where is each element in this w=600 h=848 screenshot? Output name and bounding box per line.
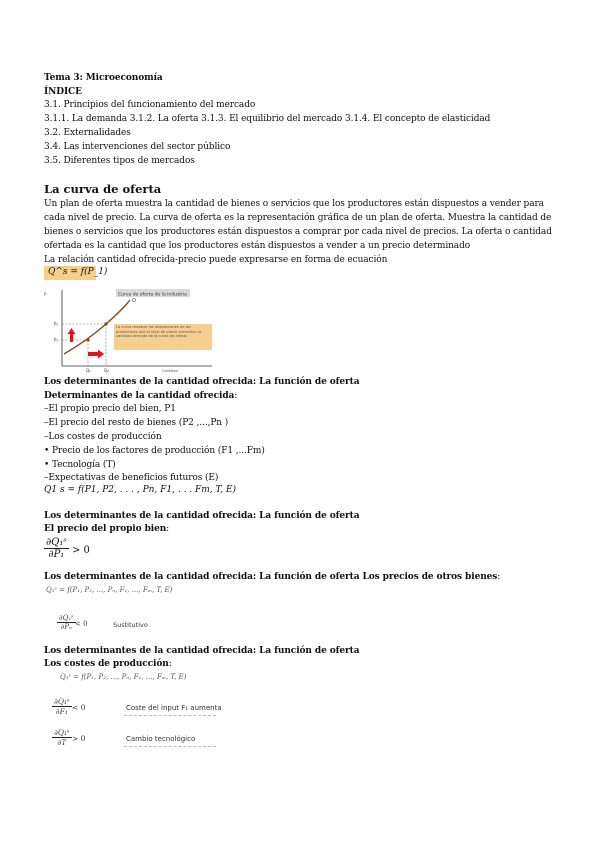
derivative-other-relation: < 0 bbox=[75, 620, 88, 628]
index-item: 3.2. Externalidades bbox=[44, 128, 131, 138]
section-heading-curva: La curva de oferta bbox=[44, 182, 162, 196]
determinantes-heading: Los determinantes de la cantidad ofrecida: La función de oferta bbox=[44, 377, 360, 387]
index-item: 3.4. Las intervenciones del sector público bbox=[44, 142, 231, 152]
supply-curve-graph bbox=[44, 284, 220, 374]
list-item: –El precio del resto de bienes (P2 ,...,Pn ) bbox=[44, 418, 229, 428]
supply-equation: Q^s = f(P_1) bbox=[48, 267, 108, 277]
x-axis-label: Cantidad bbox=[162, 369, 178, 373]
section3-equation: Q₁ˢ = f(P₁, P₂, ..., Pₙ, F₁, ..., Fₘ, T, E) bbox=[46, 586, 173, 594]
p2-label: P₂ bbox=[54, 321, 59, 327]
p1-label: P₁ bbox=[54, 337, 59, 343]
section4-subheading: Los costes de producción: bbox=[44, 659, 172, 669]
list-item: –Expectativas de beneficios futuros (E) bbox=[44, 473, 219, 483]
topic-title: Tema 3: Microeconomía bbox=[44, 73, 163, 83]
section2-subheading: El precio del propio bien: bbox=[44, 524, 170, 534]
curva-paragraph: Un plan de oferta muestra la cantidad de bienes o servicios que los productores están dispuestos a vender para cada nivel de precio. La curva de oferta es la representación gráfica de un plan de oferta. Muestra la cantidad de bienes o servicios que los productores están dispuestos a comprar por cada nivel de precios. La oferta o cantidad ofertada es la cantidad que los productores están dispuestos a vender a un precio determinado bbox=[44, 199, 552, 251]
derivative-other-price: $\frac{\text{∂Q₁ˢ}}{\text{∂Pₙ}}$ bbox=[59, 614, 74, 631]
derivative-price-own: $\frac{\text{∂Q₁ˢ}}{\text{∂P₁}}$ bbox=[46, 537, 67, 560]
point-a bbox=[86, 338, 89, 341]
determinantes-subheading: Determinantes de la cantidad ofrecida: bbox=[44, 391, 238, 401]
graph-top-label: Curva de oferta de la industria bbox=[118, 292, 187, 298]
supply-function: Q1 s = f(P1, P2, . . . , Pn, F1, . . . Fm, T, E) bbox=[44, 485, 236, 495]
relation-text: La relación cantidad ofrecida-precio puede expresarse en forma de ecuación bbox=[44, 255, 388, 265]
up-arrow-head bbox=[68, 328, 76, 334]
derivative-technology-relation: > 0 bbox=[72, 734, 86, 743]
section4-heading: Los determinantes de la cantidad ofrecida: La función de oferta bbox=[44, 646, 360, 656]
index-item: 3.5. Diferentes tipos de mercados bbox=[44, 156, 195, 166]
point-b bbox=[104, 322, 107, 325]
q2-label: Q₂ bbox=[104, 368, 109, 373]
right-arrow-head bbox=[98, 350, 104, 359]
q1-label: Q₁ bbox=[86, 368, 91, 373]
right-arrow-shaft bbox=[88, 352, 98, 356]
derivative-technology: $\frac{\text{∂Q₁ˢ}}{\partial T}$ bbox=[54, 728, 70, 747]
section4-equation: Q₁ˢ = f(P₁, P₂, ..., Pₙ, F₁, ..., Fₘ, T, E) bbox=[60, 673, 187, 681]
derivative-input-cost: $\frac{\text{∂Q₁ˢ}}{\text{∂F₁}}$ bbox=[54, 697, 70, 716]
derivative-input-relation: < 0 bbox=[72, 703, 86, 712]
dashed-separator bbox=[124, 746, 216, 747]
list-item: • Tecnología (T) bbox=[44, 460, 116, 470]
list-item: –Los costes de producción bbox=[44, 432, 162, 442]
index-heading: ÍNDICE bbox=[44, 87, 82, 97]
technology-label: Cambio tecnológico bbox=[126, 735, 196, 743]
dashed-separator bbox=[124, 715, 216, 716]
list-item: –El propio precio del bien, P1 bbox=[44, 404, 176, 414]
list-item: • Precio de los factores de producción (F1 ,...Fm) bbox=[44, 446, 265, 456]
input-cost-label: Coste del input F₁ aumenta bbox=[126, 704, 222, 712]
curve-label: O bbox=[132, 298, 136, 304]
index-item: 3.1.1. La demanda 3.1.2. La oferta 3.1.3. El equilibrio del mercado 3.1.4. El concepto de elasticidad bbox=[44, 114, 491, 124]
derivative-relation: > 0 bbox=[72, 545, 90, 556]
section2-heading: Los determinantes de la cantidad ofrecida: La función de oferta bbox=[44, 511, 360, 521]
substitute-label: Sustitutivo bbox=[113, 621, 148, 629]
section3-heading: Los determinantes de la cantidad ofrecida: La función de oferta Los precios de otros bienes: bbox=[44, 572, 501, 582]
annotation-text: La curva muestra las disposiciones de los productores que al nivel de precio aumentan la cantidad ofrecida de la curva de oferta. bbox=[116, 325, 202, 339]
up-arrow-shaft bbox=[70, 334, 73, 342]
graph-y-label: P bbox=[44, 292, 47, 297]
index-item: 3.1. Principios del funcionamiento del mercado bbox=[44, 100, 256, 110]
